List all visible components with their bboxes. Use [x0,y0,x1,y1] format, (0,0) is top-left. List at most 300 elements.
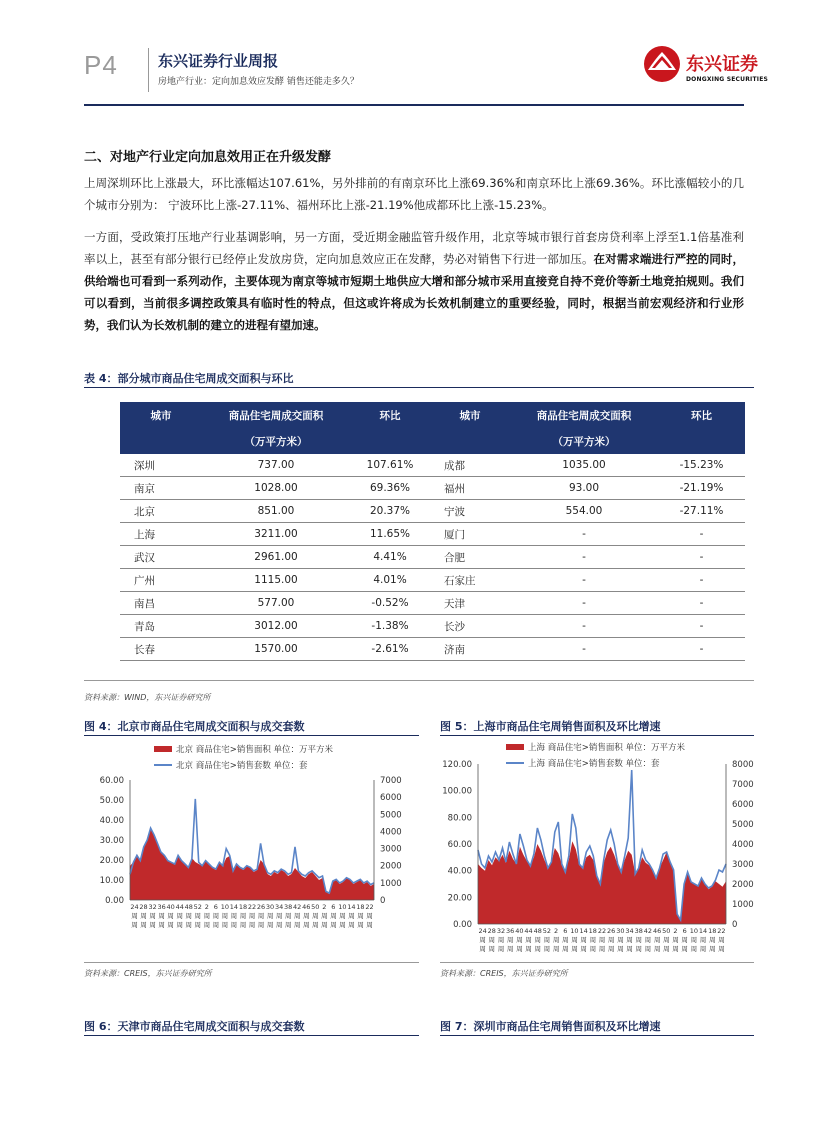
cell-area: 1035.00 [510,454,658,477]
header-divider [148,48,149,92]
x-tick-label: 6 [682,927,687,935]
y-right-tick: 5000 [380,810,402,821]
fig4-bottom-rule [84,962,419,963]
x-tick-label: 50 [662,927,671,935]
y-right-tick: 6000 [380,793,402,804]
x-tick-suffix: 周 [284,921,292,929]
x-tick-label: 32 [496,927,506,935]
x-tick-suffix: 周 [257,921,265,929]
x-tick-label: 36 [506,927,515,935]
x-tick-suffix: 周 [617,936,624,944]
y-left-tick: 30.00 [99,836,124,846]
x-tick-label: 26 [607,927,616,935]
fig4-caption: 图 4：北京市商品住宅周成交面积与成交套数 [84,720,305,733]
th-city-2: 城市 [430,402,510,428]
x-tick-label: 10 [338,903,347,911]
table-caption: 表 4：部分城市商品住宅周成交面积与环比 [84,372,294,385]
cell-city: 天津 [430,592,510,615]
cell-city: 南京 [120,477,202,500]
cell-area: 1570.00 [202,638,350,661]
x-tick-label: 34 [625,927,634,935]
x-tick-suffix: 周 [221,912,229,920]
cell-change: - [658,523,745,546]
cell-area: 3211.00 [202,523,350,546]
x-tick-label: 48 [184,903,193,911]
cell-city: 福州 [430,477,510,500]
x-tick-suffix: 周 [339,912,346,920]
x-tick-suffix: 周 [339,921,346,929]
x-tick-label: 28 [139,903,148,911]
y-left-tick: 20.00 [99,856,124,866]
cell-change: 4.41% [350,546,430,569]
y-right-tick: 2000 [732,880,754,890]
x-tick-label: 2 [204,903,209,911]
x-tick-label: 38 [634,927,643,935]
cell-change: 20.37% [350,500,430,523]
x-tick-suffix: 周 [348,912,355,920]
x-tick-suffix: 周 [589,945,597,953]
fig7-caption: 图 7：深圳市商品住宅周销售面积及环比增速 [440,1020,661,1033]
cell-change: -15.23% [658,454,745,477]
y-left-tick: 80.00 [447,813,472,824]
cell-change: - [658,615,745,638]
x-tick-label: 6 [331,903,336,911]
y-right-tick: 2000 [380,861,402,872]
x-tick-suffix: 周 [131,912,138,920]
x-tick-label: 32 [148,903,157,911]
table-row [120,615,745,638]
x-tick-suffix: 周 [635,936,642,944]
x-tick-suffix: 周 [626,945,633,953]
th-change-1: 环比 [350,402,430,428]
x-tick-suffix: 周 [321,912,328,920]
x-tick-label: 50 [311,903,320,911]
x-tick-suffix: 周 [230,921,238,929]
cell-city: 长沙 [430,615,510,638]
cell-city: 厦门 [430,523,510,546]
cell-area: 577.00 [202,592,350,615]
shanghai-chart [440,738,754,958]
x-tick-suffix: 周 [497,945,505,953]
x-tick-label: 22 [717,927,726,935]
x-tick-suffix: 周 [708,936,716,944]
x-tick-suffix: 周 [366,921,373,929]
cell-area: 2961.00 [202,546,350,569]
x-tick-suffix: 周 [653,945,661,953]
x-tick-suffix: 周 [176,912,183,920]
company-logo [640,44,770,90]
x-tick-label: 2 [673,927,678,935]
x-tick-label: 46 [652,927,662,935]
x-tick-suffix: 周 [672,936,679,944]
x-tick-label: 14 [698,927,708,935]
fig7-caption-rule [440,1035,754,1036]
x-tick-suffix: 周 [589,936,597,944]
cell-city: 广州 [120,569,202,592]
x-tick-suffix: 周 [312,912,319,920]
x-tick-suffix: 周 [167,912,174,920]
x-tick-suffix: 周 [330,921,337,929]
x-tick-suffix: 周 [672,945,679,953]
x-tick-suffix: 周 [321,921,328,929]
x-tick-suffix: 周 [330,912,337,920]
cell-area: - [510,615,658,638]
y-left-tick: 60.00 [447,840,472,850]
x-tick-suffix: 周 [158,912,165,920]
y-left-tick: 0.00 [453,920,472,930]
cell-city: 石家庄 [430,569,510,592]
x-tick-label: 46 [302,903,311,911]
cell-change: 107.61% [350,454,430,477]
cell-area: - [510,569,658,592]
x-tick-label: 44 [524,927,533,935]
x-tick-label: 30 [616,927,625,935]
y-right-tick: 4000 [732,840,754,850]
x-tick-suffix: 周 [552,936,560,944]
y-right-tick: 5000 [732,820,754,830]
x-tick-label: 26 [256,903,266,911]
fig5-caption: 图 5：上海市商品住宅周销售面积及环比增速 [440,720,661,733]
x-tick-suffix: 周 [149,912,156,920]
y-right-tick: 3000 [380,844,402,855]
cell-change: -27.11% [658,500,745,523]
x-tick-label: 14 [347,903,356,911]
x-tick-suffix: 周 [203,912,211,920]
x-tick-suffix: 周 [257,912,265,920]
cell-area: 1115.00 [202,569,350,592]
x-tick-label: 22 [365,903,374,911]
x-tick-suffix: 周 [312,921,319,929]
x-tick-label: 18 [238,903,248,911]
series-area [130,828,374,900]
x-tick-suffix: 周 [185,921,192,929]
x-tick-label: 2 [554,927,559,935]
beijing-chart [84,738,419,958]
paragraph-2 [84,226,744,336]
x-tick-label: 28 [487,927,496,935]
x-tick-label: 24 [478,927,487,935]
x-tick-suffix: 周 [230,912,238,920]
cell-change: -2.61% [350,638,430,661]
x-tick-suffix: 周 [488,945,496,953]
fig4-source: 资料来源：CREIS，东兴证券研究所 [84,969,212,978]
table-row [120,523,745,546]
x-tick-suffix: 周 [653,936,661,944]
x-tick-suffix: 周 [167,921,174,929]
cell-area: - [510,638,658,661]
x-tick-suffix: 周 [284,912,292,920]
legend-label-line: 北京 商品住宅>销售套数 单位：套 [176,761,308,771]
x-tick-suffix: 周 [607,936,615,944]
x-tick-label: 10 [220,903,230,911]
x-tick-suffix: 周 [149,921,156,929]
y-left-tick: 0.00 [105,896,124,906]
table-bottom-rule [84,680,754,681]
cell-change: - [658,638,745,661]
cell-change: -1.38% [350,615,430,638]
paragraph-2-bold: 在对需求端进行严控的同时，供给端也可看到一系列动作，主要体现为南京等城市短期土地供应大增和部分城市采用直接竞自持不竞价等新土地竞拍规则。我们可以看到，当前很多调控政策具有临时性的特点，但这或许将成为长效机制建立的重要经验，同时，根据当前宏观经济和行业形势，我们认为长效机制的建立的进程有望加速。 [84,252,744,332]
x-tick-suffix: 周 [718,945,725,953]
x-tick-label: 30 [265,903,275,911]
x-tick-suffix: 周 [690,945,698,953]
x-tick-suffix: 周 [607,945,615,953]
x-tick-label: 18 [356,903,365,911]
x-tick-label: 2 [322,903,327,911]
x-tick-label: 44 [175,903,184,911]
fig6-caption-rule [84,1035,419,1036]
cell-change: -21.19% [658,477,745,500]
th-empty [120,428,202,454]
beijing-chart-svg [84,738,419,958]
table-caption-rule [84,387,754,388]
x-tick-suffix: 周 [644,936,652,944]
x-tick-suffix: 周 [534,936,541,944]
x-tick-suffix: 周 [681,945,688,953]
x-tick-label: 24 [130,903,139,911]
th-empty [350,428,430,454]
x-tick-label: 14 [579,927,588,935]
y-right-tick: 7000 [732,780,754,790]
city-sales-table [120,402,745,661]
x-tick-suffix: 周 [239,912,247,920]
cell-city: 成都 [430,454,510,477]
x-tick-suffix: 周 [663,936,670,944]
cell-city: 长春 [120,638,202,661]
cell-area: 554.00 [510,500,658,523]
logo-cn-text: 东兴证券 [686,54,758,75]
section-title: 二、对地产行业定向加息效用正在升级发酵 [84,150,332,165]
cell-area: 851.00 [202,500,350,523]
city-sales-table-wrap [120,402,745,661]
x-tick-suffix: 周 [266,921,274,929]
y-right-tick: 3000 [732,860,754,870]
cell-change: -0.52% [350,592,430,615]
x-tick-label: 48 [533,927,542,935]
x-tick-label: 22 [247,903,257,911]
x-tick-suffix: 周 [516,945,523,953]
x-tick-suffix: 周 [185,912,192,920]
x-tick-suffix: 周 [718,936,725,944]
x-tick-suffix: 周 [525,936,532,944]
table-row [120,569,745,592]
x-tick-suffix: 周 [275,912,283,920]
x-tick-label: 38 [284,903,293,911]
x-tick-suffix: 周 [635,945,642,953]
header-rule [84,104,744,106]
cell-city: 南昌 [120,592,202,615]
th-unit-1: （万平方米） [202,428,350,454]
x-tick-suffix: 周 [302,912,310,920]
cell-area: 1028.00 [202,477,350,500]
shanghai-chart-svg [440,738,754,958]
x-tick-suffix: 周 [506,936,514,944]
x-tick-suffix: 周 [176,921,183,929]
cell-city: 济南 [430,638,510,661]
fig5-source: 资料来源：CREIS，东兴证券研究所 [440,969,568,978]
x-tick-suffix: 周 [140,921,147,929]
logo-en-text: DONGXING SECURITIES [686,76,769,83]
cell-change: 4.01% [350,569,430,592]
table-row [120,638,745,661]
x-tick-suffix: 周 [479,936,486,944]
series-area [478,841,726,924]
x-tick-suffix: 周 [212,912,220,920]
cell-area: 93.00 [510,477,658,500]
paragraph-1: 上周深圳环比上涨最大，环比涨幅达107.61%，另外排前的有南京环比上涨69.36%和南京环比上涨69.36%。环比涨幅较小的几个城市分别为： 宁波环比上涨-27.11%、福州环比上涨-21.19%他成都环比上涨-15.23%。 [84,176,744,212]
report-title: 东兴证券行业周报 [158,52,279,70]
x-tick-label: 6 [213,903,218,911]
x-tick-label: 42 [293,903,302,911]
cell-area: - [510,546,658,569]
paragraph-2-plain: 一方面，受政策打压地产行业基调影响，另一方面，受近期金融监管升级作用，北京等城市银行首套房贷利率上浮至1.1倍基准利率以上，甚至有部分银行已经停止发放房贷，定向加息效应正在发酵，势必对销售下行进一部加压。 [84,230,744,266]
th-unit-2: （万平方米） [510,428,658,454]
x-tick-label: 52 [542,927,552,935]
x-tick-suffix: 周 [516,936,523,944]
x-tick-suffix: 周 [158,921,165,929]
x-tick-suffix: 周 [525,945,532,953]
x-tick-suffix: 周 [302,921,310,929]
cell-city: 青岛 [120,615,202,638]
x-tick-label: 22 [597,927,607,935]
x-tick-label: 14 [229,903,239,911]
cell-change: - [658,592,745,615]
cell-area: - [510,592,658,615]
x-tick-suffix: 周 [357,921,364,929]
x-tick-label: 18 [588,927,597,935]
x-tick-label: 10 [689,927,698,935]
cell-change: 69.36% [350,477,430,500]
y-left-tick: 20.00 [447,893,472,904]
legend-label-line: 上海 商品住宅>销售套数 单位：套 [528,759,660,769]
x-tick-suffix: 周 [580,945,587,953]
y-right-tick: 1000 [732,900,754,910]
fig6-caption: 图 6：天津市商品住宅周成交面积与成交套数 [84,1020,305,1033]
x-tick-suffix: 周 [479,945,486,953]
table-row [120,477,745,500]
x-tick-suffix: 周 [239,921,247,929]
x-tick-suffix: 周 [562,945,569,953]
cell-area: 3012.00 [202,615,350,638]
y-right-tick: 0 [380,896,386,906]
x-tick-label: 52 [193,903,202,911]
cell-area: - [510,523,658,546]
x-tick-suffix: 周 [506,945,514,953]
cell-city: 武汉 [120,546,202,569]
y-left-tick: 40.00 [99,816,124,826]
x-tick-suffix: 周 [598,945,606,953]
x-tick-suffix: 周 [248,921,256,929]
x-tick-suffix: 周 [580,936,587,944]
cell-change: - [658,546,745,569]
y-right-tick: 7000 [380,776,402,786]
x-tick-label: 40 [166,903,175,911]
x-tick-suffix: 周 [266,912,274,920]
x-tick-suffix: 周 [357,912,364,920]
x-tick-label: 42 [643,927,653,935]
fig4-caption-rule [84,735,419,736]
table-row [120,500,745,523]
x-tick-suffix: 周 [221,921,229,929]
table-source: 资料来源：WIND，东兴证券研究所 [84,693,211,702]
th-empty [658,428,745,454]
x-tick-suffix: 周 [663,945,670,953]
y-right-tick: 8000 [732,760,754,770]
x-tick-suffix: 周 [248,912,256,920]
x-tick-suffix: 周 [293,912,301,920]
x-tick-suffix: 周 [497,936,505,944]
x-tick-label: 34 [274,903,284,911]
y-right-tick: 0 [732,920,738,930]
y-left-tick: 60.00 [99,776,124,786]
x-tick-suffix: 周 [571,945,578,953]
x-tick-suffix: 周 [194,912,202,920]
report-subtitle: 房地产行业：定向加息效应发酵 销售还能走多久？ [158,77,359,87]
x-tick-suffix: 周 [348,921,355,929]
x-tick-suffix: 周 [571,936,578,944]
cell-change: - [658,569,745,592]
cell-city: 深圳 [120,454,202,477]
legend-swatch-area [154,746,172,752]
th-city-1: 城市 [120,402,202,428]
x-tick-suffix: 周 [708,945,716,953]
legend-swatch-area [506,744,524,750]
y-left-tick: 50.00 [99,796,124,806]
x-tick-suffix: 周 [598,936,606,944]
x-tick-suffix: 周 [617,945,624,953]
cell-city: 合肥 [430,546,510,569]
x-tick-label: 10 [570,927,579,935]
x-tick-suffix: 周 [131,921,138,929]
y-right-tick: 6000 [732,800,754,810]
th-area-2: 商品住宅周成交面积 [510,402,658,428]
x-tick-suffix: 周 [681,936,688,944]
table-row [120,546,745,569]
cell-city: 北京 [120,500,202,523]
x-tick-suffix: 周 [543,936,551,944]
legend-label-area: 北京 商品住宅>销售面积 单位：万平方米 [176,745,334,755]
x-tick-label: 18 [708,927,717,935]
cell-city: 上海 [120,523,202,546]
x-tick-suffix: 周 [699,945,707,953]
fig5-bottom-rule [440,962,754,963]
page-number: P4 [84,50,118,80]
y-left-tick: 120.00 [442,760,472,770]
y-right-tick: 4000 [380,827,402,838]
fig5-caption-rule [440,735,754,736]
x-tick-suffix: 周 [140,912,147,920]
cell-change: 11.65% [350,523,430,546]
y-left-tick: 10.00 [99,876,124,886]
x-tick-label: 6 [563,927,568,935]
x-tick-suffix: 周 [562,936,569,944]
x-tick-suffix: 周 [194,921,202,929]
x-tick-label: 36 [157,903,166,911]
th-area-1: 商品住宅周成交面积 [202,402,350,428]
th-change-2: 环比 [658,402,745,428]
x-tick-suffix: 周 [644,945,652,953]
legend-label-area: 上海 商品住宅>销售面积 单位：万平方米 [528,743,686,753]
x-tick-suffix: 周 [275,921,283,929]
x-tick-suffix: 周 [293,921,301,929]
x-tick-suffix: 周 [543,945,551,953]
y-left-tick: 100.00 [442,786,472,797]
x-tick-label: 40 [515,927,524,935]
y-left-tick: 40.00 [447,866,472,877]
x-tick-suffix: 周 [212,921,220,929]
x-tick-suffix: 周 [488,936,496,944]
th-empty [430,428,510,454]
y-right-tick: 1000 [380,878,402,889]
